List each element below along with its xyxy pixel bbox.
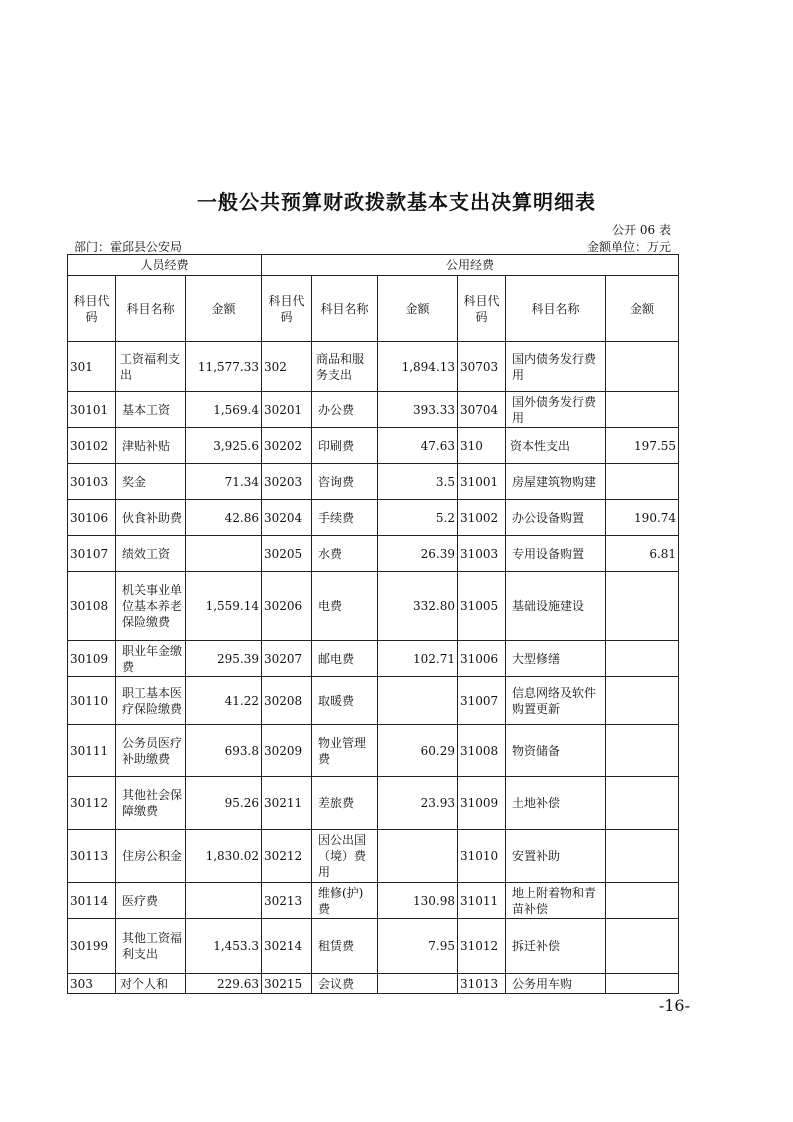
- cell-public-a-name: 手续费: [312, 500, 378, 536]
- cell-public-b-amount: [606, 677, 679, 725]
- cell-personnel-name: 医疗费: [116, 883, 186, 919]
- cell-public-b-name: 资本性支出: [506, 428, 606, 464]
- cell-public-a-code: 30212: [262, 830, 312, 883]
- header-amount: 金额: [186, 276, 262, 342]
- table-row: [68, 342, 679, 392]
- cell-public-a-code: 30213: [262, 883, 312, 919]
- cell-public-a-name: 物业管理费: [312, 725, 378, 777]
- cell-public-b-amount: [606, 883, 679, 919]
- cell-personnel-code: 30101: [68, 392, 116, 428]
- cell-public-b-name: 物资储备: [506, 725, 606, 777]
- table-row: [68, 974, 679, 994]
- cell-public-a-amount: [378, 974, 458, 994]
- table-body: [68, 342, 679, 994]
- cell-public-a-name: 差旅费: [312, 777, 378, 830]
- cell-public-b-code: 31013: [458, 974, 506, 994]
- cell-personnel-name: 机关事业单位基本养老保险缴费: [116, 572, 186, 641]
- cell-public-b-amount: 190.74: [606, 500, 679, 536]
- cell-public-b-name: 地上附着物和青苗补偿: [506, 883, 606, 919]
- cell-personnel-code: 30109: [68, 641, 116, 677]
- group-header-row: [68, 255, 679, 276]
- cell-public-b-amount: [606, 464, 679, 500]
- cell-public-b-name: 专用设备购置: [506, 536, 606, 572]
- cell-personnel-amount: 295.39: [186, 641, 262, 677]
- cell-public-b-amount: 6.81: [606, 536, 679, 572]
- cell-public-a-name: 取暖费: [312, 677, 378, 725]
- cell-public-b-name: 拆迁补偿: [506, 919, 606, 974]
- table-row: [68, 641, 679, 677]
- cell-public-b-code: 31006: [458, 641, 506, 677]
- cell-public-b-code: 31012: [458, 919, 506, 974]
- cell-personnel-name: 职工基本医疗保险缴费: [116, 677, 186, 725]
- cell-public-a-amount: [378, 830, 458, 883]
- cell-public-a-code: 30206: [262, 572, 312, 641]
- cell-public-b-code: 31008: [458, 725, 506, 777]
- cell-personnel-code: 301: [68, 342, 116, 392]
- header-amount: 金额: [378, 276, 458, 342]
- cell-public-b-name: 基础设施建设: [506, 572, 606, 641]
- cell-public-a-amount: 26.39: [378, 536, 458, 572]
- cell-public-b-name: 大型修缮: [506, 641, 606, 677]
- cell-personnel-amount: [186, 536, 262, 572]
- cell-personnel-code: 30111: [68, 725, 116, 777]
- cell-public-a-amount: 130.98: [378, 883, 458, 919]
- cell-public-b-amount: [606, 974, 679, 994]
- cell-personnel-amount: 41.22: [186, 677, 262, 725]
- cell-public-b-code: 31005: [458, 572, 506, 641]
- cell-public-a-code: 30208: [262, 677, 312, 725]
- column-header-row: [68, 276, 679, 342]
- table-row: [68, 500, 679, 536]
- cell-personnel-amount: 42.86: [186, 500, 262, 536]
- header-code: 科目代码: [458, 276, 506, 342]
- cell-public-a-code: 30201: [262, 392, 312, 428]
- cell-public-a-name: 咨询费: [312, 464, 378, 500]
- cell-public-b-amount: [606, 392, 679, 428]
- cell-personnel-name: 津贴补贴: [116, 428, 186, 464]
- header-name: 科目名称: [116, 276, 186, 342]
- cell-public-a-amount: 1,894.13: [378, 342, 458, 392]
- cell-public-a-code: 30209: [262, 725, 312, 777]
- group-personnel: 人员经费: [68, 255, 262, 276]
- cell-public-b-amount: [606, 641, 679, 677]
- cell-public-a-amount: [378, 677, 458, 725]
- cell-personnel-amount: 1,830.02: [186, 830, 262, 883]
- cell-personnel-code: 30199: [68, 919, 116, 974]
- cell-public-a-amount: 5.2: [378, 500, 458, 536]
- cell-public-a-name: 电费: [312, 572, 378, 641]
- cell-personnel-name: 绩效工资: [116, 536, 186, 572]
- cell-personnel-name: 其他工资福利支出: [116, 919, 186, 974]
- department-label: 部门：霍邱县公安局: [74, 240, 183, 254]
- cell-personnel-amount: 1,559.14: [186, 572, 262, 641]
- header-code: 科目代码: [262, 276, 312, 342]
- cell-personnel-amount: 693.8: [186, 725, 262, 777]
- cell-personnel-code: 30103: [68, 464, 116, 500]
- cell-personnel-amount: 3,925.6: [186, 428, 262, 464]
- page-title: 一般公共预算财政拨款基本支出决算明细表: [197, 190, 596, 214]
- cell-public-a-code: 302: [262, 342, 312, 392]
- cell-public-b-code: 31010: [458, 830, 506, 883]
- cell-personnel-code: 30110: [68, 677, 116, 725]
- cell-public-a-amount: 393.33: [378, 392, 458, 428]
- cell-public-a-amount: 23.93: [378, 777, 458, 830]
- page-number: -16-: [658, 996, 690, 1015]
- table-row: [68, 777, 679, 830]
- cell-personnel-name: 住房公积金: [116, 830, 186, 883]
- cell-public-a-code: 30203: [262, 464, 312, 500]
- table-row: [68, 428, 679, 464]
- table-row: [68, 830, 679, 883]
- cell-personnel-amount: 1,569.4: [186, 392, 262, 428]
- cell-personnel-name: 奖金: [116, 464, 186, 500]
- cell-public-a-amount: 47.63: [378, 428, 458, 464]
- cell-personnel-code: 30114: [68, 883, 116, 919]
- cell-public-b-code: 31007: [458, 677, 506, 725]
- header-name: 科目名称: [506, 276, 606, 342]
- cell-personnel-name: 公务员医疗补助缴费: [116, 725, 186, 777]
- cell-personnel-amount: 71.34: [186, 464, 262, 500]
- cell-public-b-amount: [606, 830, 679, 883]
- cell-public-b-code: 31003: [458, 536, 506, 572]
- cell-personnel-name: 基本工资: [116, 392, 186, 428]
- table-row: [68, 392, 679, 428]
- cell-personnel-amount: [186, 883, 262, 919]
- table-row: [68, 536, 679, 572]
- cell-personnel-name: 工资福利支出: [116, 342, 186, 392]
- cell-public-a-name: 租赁费: [312, 919, 378, 974]
- cell-public-a-name: 商品和服务支出: [312, 342, 378, 392]
- cell-public-b-name: 房屋建筑物购建: [506, 464, 606, 500]
- cell-public-a-amount: 332.80: [378, 572, 458, 641]
- cell-public-b-amount: [606, 725, 679, 777]
- cell-public-b-amount: 197.55: [606, 428, 679, 464]
- cell-public-b-code: 31009: [458, 777, 506, 830]
- cell-public-b-name: 安置补助: [506, 830, 606, 883]
- cell-personnel-code: 30113: [68, 830, 116, 883]
- cell-public-b-code: 310: [458, 428, 506, 464]
- cell-personnel-amount: 11,577.33: [186, 342, 262, 392]
- cell-public-b-name: 土地补偿: [506, 777, 606, 830]
- cell-personnel-amount: 229.63: [186, 974, 262, 994]
- cell-public-b-code: 31011: [458, 883, 506, 919]
- cell-public-b-code: 31001: [458, 464, 506, 500]
- cell-public-a-amount: 102.71: [378, 641, 458, 677]
- cell-public-a-name: 印刷费: [312, 428, 378, 464]
- table-row: [68, 464, 679, 500]
- table-row: [68, 883, 679, 919]
- cell-public-b-code: 30703: [458, 342, 506, 392]
- cell-public-a-name: 水费: [312, 536, 378, 572]
- cell-public-a-code: 30214: [262, 919, 312, 974]
- cell-personnel-code: 30106: [68, 500, 116, 536]
- cell-personnel-amount: 95.26: [186, 777, 262, 830]
- cell-public-a-amount: 7.95: [378, 919, 458, 974]
- cell-public-a-code: 30215: [262, 974, 312, 994]
- cell-public-a-code: 30204: [262, 500, 312, 536]
- cell-public-b-name: 国内债务发行费用: [506, 342, 606, 392]
- cell-public-b-amount: [606, 572, 679, 641]
- header-name: 科目名称: [312, 276, 378, 342]
- cell-public-b-name: 办公设备购置: [506, 500, 606, 536]
- expenditure-table: [67, 254, 679, 994]
- cell-public-b-code: 30704: [458, 392, 506, 428]
- cell-personnel-name: 职业年金缴费: [116, 641, 186, 677]
- header-code: 科目代码: [68, 276, 116, 342]
- cell-personnel-name: 对个人和: [116, 974, 186, 994]
- cell-public-a-amount: 3.5: [378, 464, 458, 500]
- cell-personnel-code: 30112: [68, 777, 116, 830]
- cell-public-a-code: 30205: [262, 536, 312, 572]
- cell-personnel-name: 其他社会保障缴费: [116, 777, 186, 830]
- cell-public-a-name: 办公费: [312, 392, 378, 428]
- cell-public-b-amount: [606, 777, 679, 830]
- cell-public-b-name: 公务用车购: [506, 974, 606, 994]
- cell-public-a-name: 因公出国（境）费用: [312, 830, 378, 883]
- cell-public-a-name: 维修(护)费: [312, 883, 378, 919]
- cell-public-b-name: 国外债务发行费用: [506, 392, 606, 428]
- cell-personnel-name: 伙食补助费: [116, 500, 186, 536]
- cell-personnel-code: 30108: [68, 572, 116, 641]
- table-row: [68, 919, 679, 974]
- cell-personnel-code: 30102: [68, 428, 116, 464]
- cell-personnel-code: 303: [68, 974, 116, 994]
- cell-personnel-amount: 1,453.3: [186, 919, 262, 974]
- table-row: [68, 725, 679, 777]
- cell-public-a-amount: 60.29: [378, 725, 458, 777]
- amount-unit-label: 金额单位：万元: [586, 240, 671, 254]
- cell-public-b-code: 31002: [458, 500, 506, 536]
- cell-public-b-amount: [606, 919, 679, 974]
- table-row: [68, 572, 679, 641]
- cell-public-a-code: 30207: [262, 641, 312, 677]
- table-row: [68, 677, 679, 725]
- group-public: 公用经费: [262, 255, 679, 276]
- cell-personnel-code: 30107: [68, 536, 116, 572]
- cell-public-b-name: 信息网络及软件购置更新: [506, 677, 606, 725]
- cell-public-b-amount: [606, 342, 679, 392]
- form-number: 公开 06 表: [612, 223, 671, 237]
- cell-public-a-code: 30211: [262, 777, 312, 830]
- header-amount: 金额: [606, 276, 679, 342]
- cell-public-a-name: 会议费: [312, 974, 378, 994]
- cell-public-a-name: 邮电费: [312, 641, 378, 677]
- cell-public-a-code: 30202: [262, 428, 312, 464]
